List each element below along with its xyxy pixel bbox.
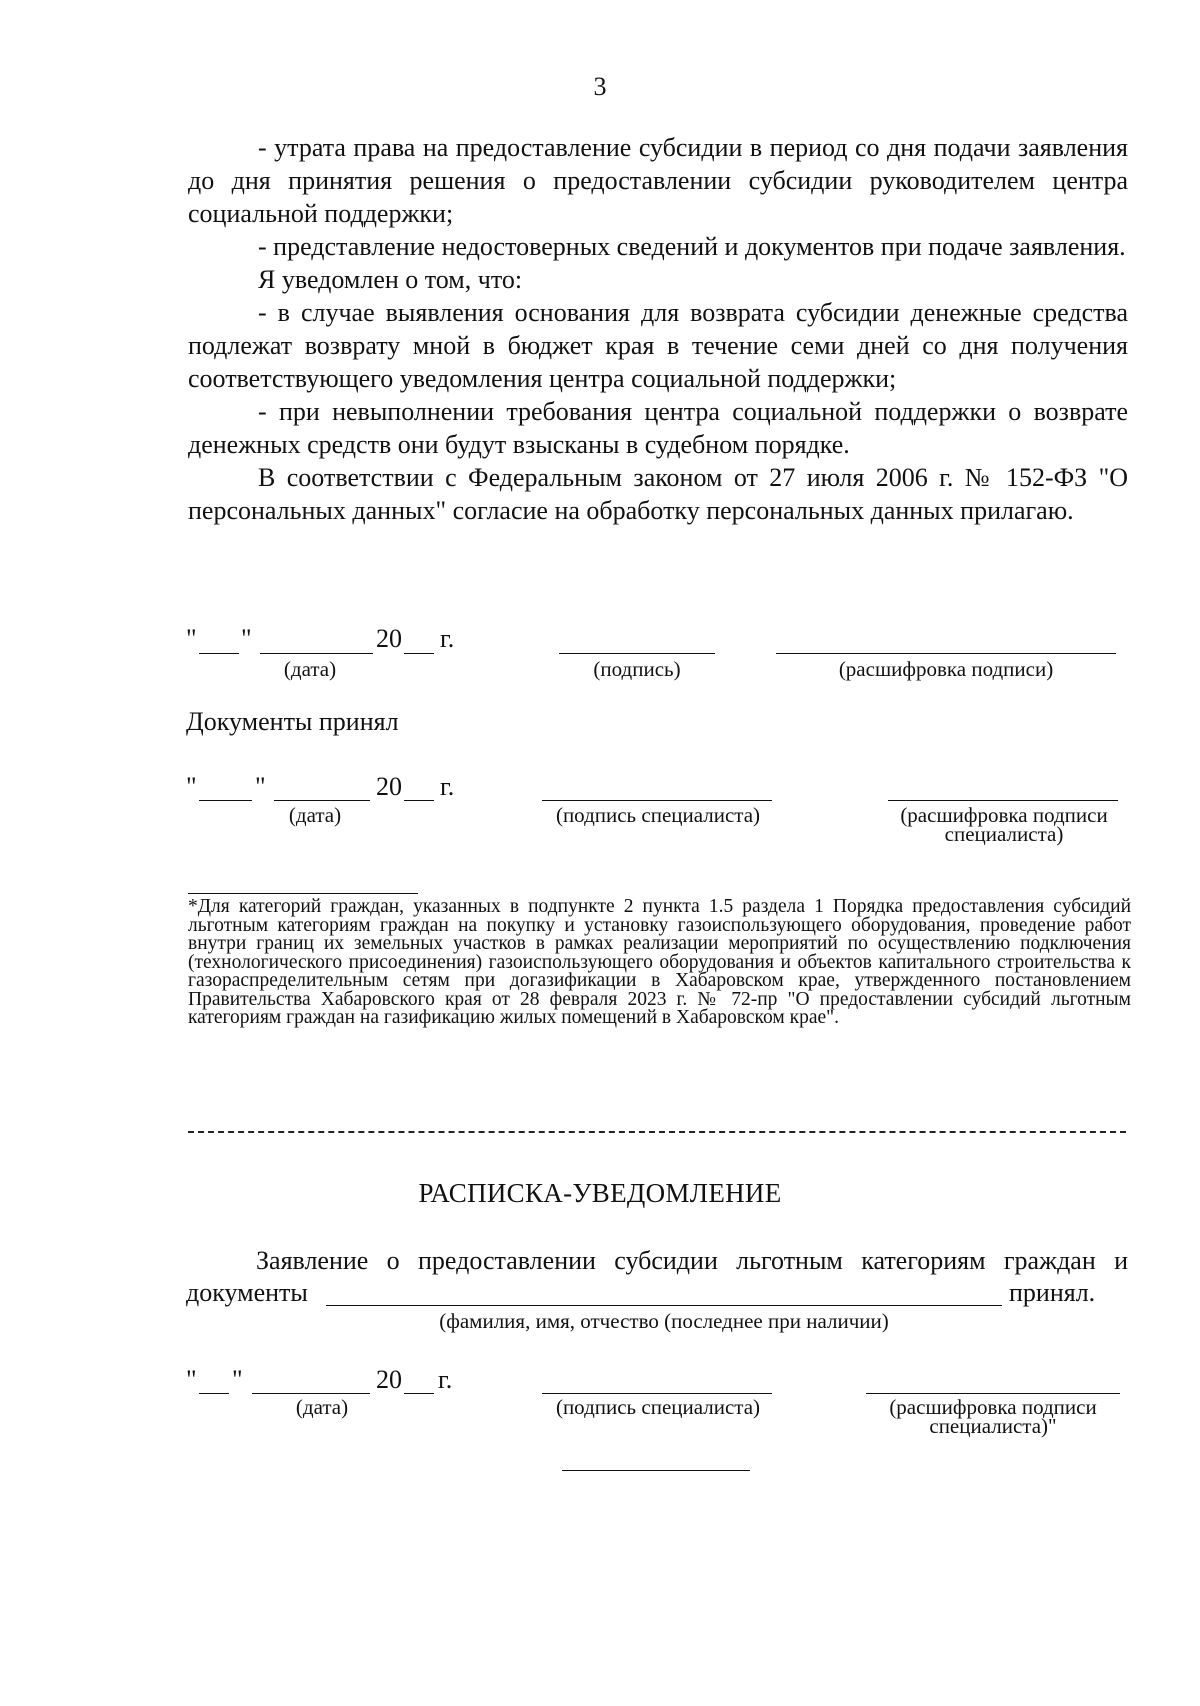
date-caption: (дата) xyxy=(295,1395,349,1419)
date-caption: (дата) xyxy=(283,657,337,681)
day-blank xyxy=(199,1393,229,1394)
closing-rule xyxy=(562,1470,750,1471)
year-suffix: г. xyxy=(440,772,455,801)
signature-caption: (подпись) xyxy=(593,657,681,681)
applicant-name-caption: (фамилия, имя, отчество (последнее при наличии) xyxy=(439,1309,889,1333)
paragraph-court-recovery: - при невыполнении требования центра социальной поддержки о возврате денежных средств они будут взысканы в судебном порядке. xyxy=(188,397,1128,459)
year-prefix: 20 xyxy=(376,772,402,801)
specialist-signature-caption: (подпись специалиста) xyxy=(555,803,761,827)
specialist-decoding-caption-line2: специалиста)" xyxy=(929,1414,1057,1438)
paragraph-false-information: - представление недостоверных сведений и документов при подаче заявления. xyxy=(258,232,1126,261)
month-blank xyxy=(252,1393,370,1394)
receipt-statement-start: документы xyxy=(186,1278,308,1307)
year-blank xyxy=(404,800,434,801)
decoding-line xyxy=(776,653,1116,654)
day-blank xyxy=(199,800,252,801)
year-suffix: г. xyxy=(438,1365,453,1394)
specialist-decoding-line xyxy=(888,800,1118,801)
page-number: 3 xyxy=(593,72,607,101)
date-caption: (дата) xyxy=(288,803,342,827)
date-quote-close: " xyxy=(241,624,252,653)
paragraph-loss-of-right: - утрата права на предоставление субсидии в период со дня подачи заявления до дня принятия решения о предоставлении субсидии руководителем центра социальной поддержки; xyxy=(188,133,1128,228)
date-quote-close: " xyxy=(255,772,266,801)
specialist-decoding-caption-line2: специалиста) xyxy=(944,822,1064,846)
year-prefix: 20 xyxy=(376,1365,402,1394)
paragraph-refund-obligation: - в случае выявления основания для возврата субсидии денежные средства подлежат возврату мной в бюджет края в течение семи дней со дня получения соответствующего уведомления центра социальной поддержки; xyxy=(188,298,1128,393)
date-quote-open: " xyxy=(186,624,197,653)
receipt-statement-line1-wrap xyxy=(188,1244,1128,1277)
receipt-statement-end: принял. xyxy=(1009,1278,1096,1307)
footnote-separator xyxy=(188,893,418,894)
specialist-signature-line xyxy=(542,800,772,801)
paragraph-personal-data-consent: В соответствии с Федеральным законом от 27 июля 2006 г. № 152-ФЗ "О персональных данных" согласие на обработку персональных данных прилагаю. xyxy=(188,463,1128,525)
receipt-statement-line1: Заявление о предоставлении субсидии льготным категориям граждан и xyxy=(256,1246,1128,1275)
applicant-name-line xyxy=(326,1305,1002,1306)
specialist-decoding-caption-line1: (расшифровка подписи xyxy=(889,1395,1097,1419)
date-quote-open: " xyxy=(186,1365,197,1394)
month-blank xyxy=(274,800,370,801)
day-blank xyxy=(199,653,239,654)
date-quote-open: " xyxy=(186,772,197,801)
year-blank xyxy=(404,1393,434,1394)
documents-accepted-label: Документы принял xyxy=(186,707,399,736)
body-text xyxy=(188,131,1128,527)
signature-line xyxy=(559,653,715,654)
decoding-caption: (расшифровка подписи) xyxy=(838,657,1054,681)
specialist-decoding-line xyxy=(866,1393,1120,1394)
specialist-signature-caption: (подпись специалиста) xyxy=(555,1395,761,1419)
specialist-decoding-caption-line1: (расшифровка подписи xyxy=(900,803,1108,827)
year-prefix: 20 xyxy=(376,624,402,653)
cut-line xyxy=(188,1131,1126,1133)
receipt-title: РАСПИСКА-УВЕДОМЛЕНИЕ xyxy=(418,1178,782,1208)
year-blank xyxy=(404,653,434,654)
year-suffix: г. xyxy=(440,624,455,653)
specialist-signature-line xyxy=(542,1393,772,1394)
paragraph-notified: Я уведомлен о том, что: xyxy=(258,265,523,294)
date-quote-close: " xyxy=(232,1365,243,1394)
month-blank xyxy=(260,653,373,654)
footnote-text: *Для категорий граждан, указанных в подпункте 2 пункта 1.5 раздела 1 Порядка предоставления субсидий льготным категориям граждан на покупку и установку газоиспользующего оборудования, проведение работ внутри границ их земельных участков в рамках реализации мероприятий по осуществлению подключения (технологического присоединения) газоиспользующего оборудования и объектов капитального строительства к газораспределительным сетям при догазификации в Хабаровском крае, утвержденного постановлением Правительства Хабаровского края от 28 февраля 2023 г. № 72-пр "О предоставлении субсидий льготным категориям граждан на газификацию жилых помещений в Хабаровском крае". xyxy=(188,896,1131,1028)
